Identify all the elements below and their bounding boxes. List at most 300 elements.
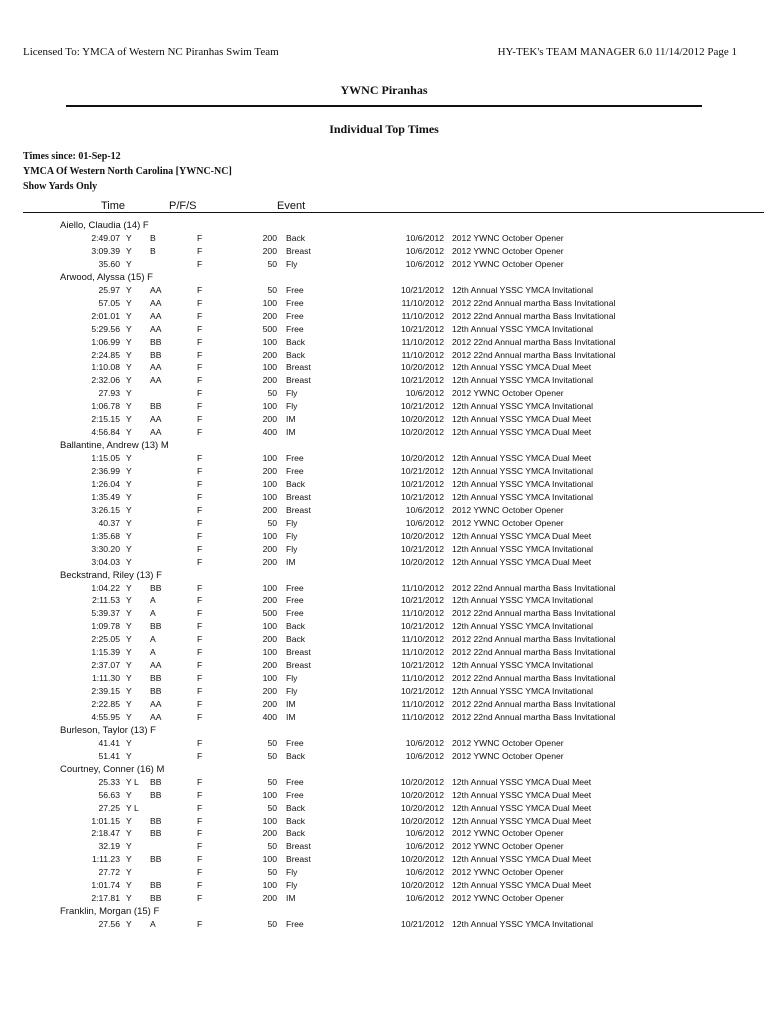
stroke: IM bbox=[286, 556, 296, 567]
meet-name: 2012 YWNC October Opener bbox=[452, 893, 564, 904]
stroke: Fly bbox=[286, 686, 298, 696]
meet-name: 12th Annual YSSC YMCA Dual Meet bbox=[452, 362, 592, 373]
table-row bbox=[0, 711, 768, 724]
time-standard: B bbox=[150, 245, 156, 256]
course-flag: Y bbox=[126, 245, 132, 256]
course-flag: Y bbox=[126, 828, 132, 839]
meet-name: 12th Annual YSSC YMCA Invitational bbox=[452, 401, 594, 412]
table-row bbox=[0, 556, 768, 569]
time-standard: B bbox=[150, 233, 156, 243]
swim-time: 1:11.23 bbox=[91, 854, 120, 865]
athlete-header bbox=[0, 439, 768, 452]
swim-date: 10/21/2012 bbox=[400, 595, 444, 606]
swim-time: 1:06.99 bbox=[91, 336, 120, 347]
meet-name: 2012 YWNC October Opener bbox=[452, 258, 564, 269]
athlete-header bbox=[0, 724, 768, 737]
course-flag: Y bbox=[126, 233, 132, 243]
course-flag: Y bbox=[126, 582, 132, 593]
time-standard: BB bbox=[150, 349, 162, 360]
time-standard: A bbox=[150, 608, 156, 619]
swim-time: 1:26.04 bbox=[91, 478, 120, 489]
meet-name: 12th Annual YSSC YMCA Invitational bbox=[452, 491, 594, 502]
stroke: Free bbox=[286, 737, 304, 748]
swim-date: 10/6/2012 bbox=[405, 245, 444, 256]
swim-time: 2:49.07 bbox=[91, 233, 120, 243]
prelim-final: F bbox=[197, 595, 203, 606]
stroke: IM bbox=[286, 698, 296, 709]
prelim-final: F bbox=[197, 530, 203, 541]
swim-date: 11/10/2012 bbox=[401, 608, 444, 619]
course-flag: Y bbox=[126, 284, 132, 295]
course-flag: Y bbox=[126, 362, 132, 373]
meet-name: 12th Annual YSSC YMCA Invitational bbox=[452, 375, 594, 386]
swim-date: 11/10/2012 bbox=[401, 647, 444, 658]
swim-date: 11/10/2012 bbox=[401, 349, 444, 360]
table-row bbox=[0, 879, 768, 892]
table-row bbox=[0, 491, 768, 504]
column-header-event: Event bbox=[277, 200, 306, 212]
course-flag: Y bbox=[126, 478, 132, 489]
stroke: Fly bbox=[286, 401, 298, 412]
course-flag: Y bbox=[126, 556, 132, 567]
course-flag: Y bbox=[126, 310, 132, 321]
table-row bbox=[0, 465, 768, 478]
table-row bbox=[0, 387, 768, 400]
swim-time: 4:56.84 bbox=[91, 427, 120, 438]
meet-name: 12th Annual YSSC YMCA Invitational bbox=[452, 543, 594, 554]
meet-name: 2012 YWNC October Opener bbox=[452, 737, 564, 748]
table-row bbox=[0, 853, 768, 866]
prelim-final: F bbox=[197, 491, 203, 502]
course-flag: Y bbox=[126, 336, 132, 347]
meet-name: 2012 22nd Annual martha Bass Invitational bbox=[452, 297, 616, 308]
prelim-final: F bbox=[197, 789, 203, 800]
swim-time: 1:15.39 bbox=[91, 647, 120, 658]
swim-time: 2:39.15 bbox=[91, 686, 120, 696]
meet-name: 2012 YWNC October Opener bbox=[452, 233, 564, 243]
time-standard: BB bbox=[150, 893, 162, 904]
course-flag: Y bbox=[126, 919, 132, 930]
criteria-team: YMCA Of Western North Carolina [YWNC-NC] bbox=[23, 166, 232, 177]
stroke: Free bbox=[286, 595, 304, 606]
distance: 200 bbox=[262, 828, 277, 839]
time-standard: BB bbox=[150, 880, 162, 891]
distance: 200 bbox=[262, 543, 277, 554]
prelim-final: F bbox=[197, 634, 203, 645]
distance: 50 bbox=[267, 919, 277, 930]
swim-date: 11/10/2012 bbox=[401, 634, 444, 645]
meet-name: 2012 YWNC October Opener bbox=[452, 750, 564, 761]
stroke: Fly bbox=[286, 258, 298, 269]
prelim-final: F bbox=[197, 517, 203, 528]
table-row bbox=[0, 232, 768, 245]
table-row bbox=[0, 737, 768, 750]
prelim-final: F bbox=[197, 375, 203, 386]
table-row bbox=[0, 594, 768, 607]
time-standard: AA bbox=[150, 427, 162, 438]
swim-date: 10/20/2012 bbox=[400, 776, 444, 787]
time-standard: BB bbox=[150, 336, 162, 347]
stroke: Fly bbox=[286, 388, 298, 399]
swim-time: 2:32.06 bbox=[91, 375, 120, 386]
meet-name: 2012 22nd Annual martha Bass Invitational bbox=[452, 349, 616, 360]
athlete-header bbox=[0, 219, 768, 232]
time-standard: BB bbox=[150, 582, 162, 593]
meet-name: 12th Annual YSSC YMCA Dual Meet bbox=[452, 453, 592, 464]
stroke: IM bbox=[286, 711, 296, 722]
prelim-final: F bbox=[197, 880, 203, 891]
stroke: Breast bbox=[286, 854, 311, 865]
meet-name: 2012 YWNC October Opener bbox=[452, 504, 564, 515]
table-row bbox=[0, 245, 768, 258]
stroke: Back bbox=[286, 621, 306, 632]
software-page-line: HY-TEK's TEAM MANAGER 6.0 11/14/2012 Page 1 bbox=[497, 46, 737, 58]
table-row bbox=[0, 698, 768, 711]
meet-name: 12th Annual YSSC YMCA Invitational bbox=[452, 660, 594, 671]
prelim-final: F bbox=[197, 543, 203, 554]
course-flag: Y bbox=[126, 297, 132, 308]
time-standard: AA bbox=[150, 323, 162, 334]
swim-time: 3:09.39 bbox=[91, 245, 120, 256]
course-flag: Y bbox=[126, 893, 132, 904]
swim-date: 10/20/2012 bbox=[400, 362, 444, 373]
distance: 100 bbox=[262, 621, 277, 632]
table-row bbox=[0, 918, 768, 931]
stroke: Fly bbox=[286, 673, 298, 684]
course-flag: Y bbox=[126, 543, 132, 554]
time-standard: AA bbox=[150, 297, 162, 308]
prelim-final: F bbox=[197, 815, 203, 826]
table-row bbox=[0, 530, 768, 543]
stroke: Fly bbox=[286, 867, 298, 878]
distance: 100 bbox=[262, 297, 277, 308]
course-flag: Y bbox=[126, 621, 132, 632]
swim-time: 25.33 bbox=[98, 776, 120, 787]
swim-time: 2:25.05 bbox=[91, 634, 120, 645]
distance: 200 bbox=[262, 504, 277, 515]
swim-date: 10/6/2012 bbox=[405, 737, 444, 748]
stroke: Free bbox=[286, 323, 304, 334]
stroke: Back bbox=[286, 815, 306, 826]
meet-name: 12th Annual YSSC YMCA Invitational bbox=[452, 466, 594, 476]
distance: 100 bbox=[262, 453, 277, 464]
swim-date: 10/21/2012 bbox=[400, 543, 444, 554]
prelim-final: F bbox=[197, 582, 203, 593]
swim-date: 11/10/2012 bbox=[401, 336, 444, 347]
stroke: Breast bbox=[286, 841, 311, 852]
prelim-final: F bbox=[197, 750, 203, 761]
table-row bbox=[0, 258, 768, 271]
distance: 200 bbox=[262, 698, 277, 709]
time-standard: BB bbox=[150, 401, 162, 412]
prelim-final: F bbox=[197, 233, 203, 243]
course-flag: Y bbox=[126, 595, 132, 606]
meet-name: 2012 22nd Annual martha Bass Invitational bbox=[452, 336, 616, 347]
meet-name: 2012 22nd Annual martha Bass Invitational bbox=[452, 582, 616, 593]
swim-date: 10/21/2012 bbox=[400, 686, 444, 696]
prelim-final: F bbox=[197, 854, 203, 865]
table-row bbox=[0, 426, 768, 439]
swim-time: 2:24.85 bbox=[91, 349, 120, 360]
distance: 50 bbox=[267, 776, 277, 787]
swim-date: 10/20/2012 bbox=[400, 556, 444, 567]
course-flag: Y bbox=[126, 453, 132, 464]
swim-time: 1:11.30 bbox=[91, 673, 120, 684]
column-header-pfs: P/F/S bbox=[169, 200, 197, 212]
meet-name: 2012 22nd Annual martha Bass Invitational bbox=[452, 647, 616, 658]
meet-name: 2012 YWNC October Opener bbox=[452, 517, 564, 528]
header-rule bbox=[66, 105, 702, 107]
swim-date: 10/20/2012 bbox=[400, 854, 444, 865]
table-row bbox=[0, 374, 768, 387]
swim-time: 51.41 bbox=[98, 750, 120, 761]
swim-date: 11/10/2012 bbox=[401, 711, 444, 722]
criteria-yards: Show Yards Only bbox=[23, 181, 98, 192]
swim-time: 41.41 bbox=[98, 737, 120, 748]
prelim-final: F bbox=[197, 401, 203, 412]
swim-time: 27.72 bbox=[98, 867, 120, 878]
course-flag: Y bbox=[126, 647, 132, 658]
prelim-final: F bbox=[197, 427, 203, 438]
time-standard: AA bbox=[150, 310, 162, 321]
course-flag: Y bbox=[126, 427, 132, 438]
course-flag: Y L bbox=[126, 802, 139, 813]
meet-name: 2012 YWNC October Opener bbox=[452, 828, 564, 839]
table-row bbox=[0, 517, 768, 530]
time-standard: A bbox=[150, 634, 156, 645]
prelim-final: F bbox=[197, 388, 203, 399]
time-standard: BB bbox=[150, 828, 162, 839]
stroke: Breast bbox=[286, 504, 311, 515]
swim-date: 10/20/2012 bbox=[400, 880, 444, 891]
time-standard: AA bbox=[150, 375, 162, 386]
table-row bbox=[0, 582, 768, 595]
distance: 100 bbox=[262, 478, 277, 489]
table-row bbox=[0, 297, 768, 310]
prelim-final: F bbox=[197, 893, 203, 904]
distance: 200 bbox=[262, 414, 277, 425]
time-standard: AA bbox=[150, 698, 162, 709]
table-row bbox=[0, 543, 768, 556]
distance: 200 bbox=[262, 349, 277, 360]
prelim-final: F bbox=[197, 453, 203, 464]
distance: 100 bbox=[262, 491, 277, 502]
course-flag: Y bbox=[126, 608, 132, 619]
swim-time: 32.19 bbox=[98, 841, 120, 852]
time-standard: BB bbox=[150, 854, 162, 865]
swim-time: 25.97 bbox=[98, 284, 120, 295]
time-standard: BB bbox=[150, 686, 162, 696]
distance: 100 bbox=[262, 854, 277, 865]
course-flag: Y bbox=[126, 258, 132, 269]
meet-name: 12th Annual YSSC YMCA Invitational bbox=[452, 686, 594, 696]
prelim-final: F bbox=[197, 336, 203, 347]
swim-date: 10/21/2012 bbox=[400, 660, 444, 671]
table-row bbox=[0, 349, 768, 362]
course-flag: Y bbox=[126, 854, 132, 865]
distance: 100 bbox=[262, 362, 277, 373]
swim-date: 11/10/2012 bbox=[401, 582, 444, 593]
meet-name: 12th Annual YSSC YMCA Dual Meet bbox=[452, 556, 592, 567]
swim-time: 1:01.74 bbox=[91, 880, 120, 891]
swim-time: 2:36.99 bbox=[91, 466, 120, 476]
distance: 100 bbox=[262, 582, 277, 593]
swim-date: 10/21/2012 bbox=[400, 284, 444, 295]
swim-date: 11/10/2012 bbox=[401, 698, 444, 709]
prelim-final: F bbox=[197, 608, 203, 619]
swim-time: 57.05 bbox=[98, 297, 120, 308]
time-standard: AA bbox=[150, 414, 162, 425]
distance: 200 bbox=[262, 375, 277, 386]
prelim-final: F bbox=[197, 698, 203, 709]
swim-time: 27.56 bbox=[98, 919, 120, 930]
swim-date: 10/21/2012 bbox=[400, 466, 444, 476]
prelim-final: F bbox=[197, 556, 203, 567]
prelim-final: F bbox=[197, 349, 203, 360]
column-header-time: Time bbox=[101, 200, 126, 212]
course-flag: Y bbox=[126, 711, 132, 722]
course-flag: Y bbox=[126, 634, 132, 645]
meet-name: 2012 22nd Annual martha Bass Invitational bbox=[452, 608, 616, 619]
course-flag: Y bbox=[126, 466, 132, 476]
stroke: Free bbox=[286, 789, 304, 800]
distance: 200 bbox=[262, 686, 277, 696]
distance: 200 bbox=[262, 634, 277, 645]
swim-date: 10/20/2012 bbox=[400, 530, 444, 541]
prelim-final: F bbox=[197, 673, 203, 684]
swim-time: 3:30.20 bbox=[91, 543, 120, 554]
meet-name: 12th Annual YSSC YMCA Dual Meet bbox=[452, 530, 592, 541]
swim-date: 11/10/2012 bbox=[401, 673, 444, 684]
course-flag: Y bbox=[126, 686, 132, 696]
meet-name: 12th Annual YSSC YMCA Dual Meet bbox=[452, 789, 592, 800]
meet-name: 2012 YWNC October Opener bbox=[452, 841, 564, 852]
swim-time: 3:04.03 bbox=[91, 556, 120, 567]
distance: 100 bbox=[262, 815, 277, 826]
meet-name: 12th Annual YSSC YMCA Dual Meet bbox=[452, 854, 592, 865]
meet-name: 2012 22nd Annual martha Bass Invitational bbox=[452, 698, 616, 709]
prelim-final: F bbox=[197, 621, 203, 632]
swim-date: 10/20/2012 bbox=[400, 427, 444, 438]
time-standard: AA bbox=[150, 362, 162, 373]
swim-date: 10/6/2012 bbox=[405, 893, 444, 904]
prelim-final: F bbox=[197, 245, 203, 256]
swim-time: 35.60 bbox=[98, 258, 120, 269]
time-standard: AA bbox=[150, 711, 162, 722]
athlete-header bbox=[0, 905, 768, 918]
table-row bbox=[0, 646, 768, 659]
course-flag: Y bbox=[126, 504, 132, 515]
course-flag: Y bbox=[126, 750, 132, 761]
table-row bbox=[0, 633, 768, 646]
distance: 200 bbox=[262, 556, 277, 567]
table-row bbox=[0, 400, 768, 413]
swim-time: 2:11.53 bbox=[91, 595, 120, 606]
table-row bbox=[0, 789, 768, 802]
course-flag: Y bbox=[126, 880, 132, 891]
course-flag: Y bbox=[126, 530, 132, 541]
swim-date: 11/10/2012 bbox=[401, 297, 444, 308]
stroke: Breast bbox=[286, 647, 311, 658]
athlete-name: Arwood, Alyssa (15) F bbox=[60, 271, 153, 283]
table-row bbox=[0, 607, 768, 620]
table-row bbox=[0, 892, 768, 905]
time-standard: AA bbox=[150, 284, 162, 295]
swim-date: 10/20/2012 bbox=[400, 815, 444, 826]
distance: 100 bbox=[262, 880, 277, 891]
prelim-final: F bbox=[197, 776, 203, 787]
swim-date: 10/21/2012 bbox=[400, 621, 444, 632]
meet-name: 2012 22nd Annual martha Bass Invitational bbox=[452, 673, 616, 684]
prelim-final: F bbox=[197, 919, 203, 930]
meet-name: 12th Annual YSSC YMCA Invitational bbox=[452, 595, 594, 606]
distance: 200 bbox=[262, 245, 277, 256]
swim-time: 1:35.68 bbox=[91, 530, 120, 541]
distance: 100 bbox=[262, 647, 277, 658]
swim-time: 1:01.15 bbox=[91, 815, 120, 826]
distance: 50 bbox=[267, 802, 277, 813]
prelim-final: F bbox=[197, 504, 203, 515]
prelim-final: F bbox=[197, 660, 203, 671]
prelim-final: F bbox=[197, 258, 203, 269]
distance: 50 bbox=[267, 258, 277, 269]
distance: 200 bbox=[262, 893, 277, 904]
distance: 400 bbox=[262, 711, 277, 722]
athlete-header bbox=[0, 569, 768, 582]
swim-time: 1:04.22 bbox=[91, 582, 120, 593]
meet-name: 2012 YWNC October Opener bbox=[452, 388, 564, 399]
swim-time: 2:17.81 bbox=[91, 893, 120, 904]
stroke: Back bbox=[286, 828, 306, 839]
swim-time: 5:39.37 bbox=[91, 608, 120, 619]
table-row bbox=[0, 620, 768, 633]
table-row bbox=[0, 750, 768, 763]
distance: 100 bbox=[262, 401, 277, 412]
swim-date: 10/6/2012 bbox=[405, 233, 444, 243]
prelim-final: F bbox=[197, 414, 203, 425]
swim-time: 27.93 bbox=[98, 388, 120, 399]
distance: 100 bbox=[262, 673, 277, 684]
meet-name: 2012 22nd Annual martha Bass Invitational bbox=[452, 634, 616, 645]
table-row bbox=[0, 840, 768, 853]
stroke: Fly bbox=[286, 880, 298, 891]
distance: 100 bbox=[262, 789, 277, 800]
swim-time: 1:10.08 bbox=[91, 362, 120, 373]
stroke: Back bbox=[286, 349, 306, 360]
table-row bbox=[0, 361, 768, 374]
distance: 500 bbox=[262, 608, 277, 619]
stroke: Back bbox=[286, 750, 306, 761]
athlete-name: Ballantine, Andrew (13) M bbox=[60, 440, 169, 452]
swim-time: 2:15.15 bbox=[91, 414, 120, 425]
time-standard: A bbox=[150, 647, 156, 658]
license-line: Licensed To: YMCA of Western NC Piranhas Swim Team bbox=[23, 46, 279, 58]
swim-time: 2:37.07 bbox=[91, 660, 120, 671]
meet-name: 12th Annual YSSC YMCA Dual Meet bbox=[452, 815, 592, 826]
time-standard: BB bbox=[150, 621, 162, 632]
meet-name: 12th Annual YSSC YMCA Dual Meet bbox=[452, 414, 592, 425]
distance: 100 bbox=[262, 530, 277, 541]
table-row bbox=[0, 323, 768, 336]
table-row bbox=[0, 815, 768, 828]
meet-name: 12th Annual YSSC YMCA Dual Meet bbox=[452, 802, 592, 813]
course-flag: Y bbox=[126, 349, 132, 360]
course-flag: Y bbox=[126, 517, 132, 528]
swim-time: 1:15.05 bbox=[91, 453, 120, 464]
distance: 200 bbox=[262, 310, 277, 321]
swim-date: 10/20/2012 bbox=[400, 789, 444, 800]
meet-name: 2012 22nd Annual martha Bass Invitational bbox=[452, 310, 616, 321]
